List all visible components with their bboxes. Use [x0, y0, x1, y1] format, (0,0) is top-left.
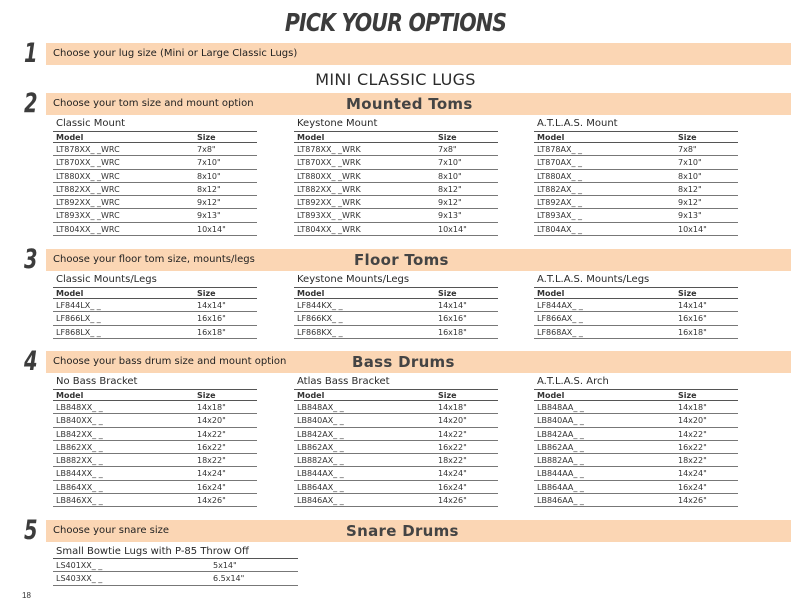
size-cell: 9x12"	[197, 198, 221, 208]
model-cell: LT870XX_ _WRK	[297, 158, 361, 168]
model-cell: LB844AA_ _	[537, 469, 584, 479]
model-cell: LT804XX_ _WRC	[56, 224, 120, 234]
model-cell: LT882XX_ _WRC	[56, 184, 120, 194]
step-instruction-4: Choose your bass drum size and mount option	[53, 356, 287, 367]
size-cell: 16x22"	[197, 442, 226, 452]
size-cell: 16x16"	[678, 314, 707, 324]
model-cell: LS401XX_ _	[56, 561, 103, 570]
table-row	[53, 414, 257, 427]
model-cell: LT892XX_ _WRK	[297, 198, 361, 208]
model-cell: LF868AX_ _	[537, 327, 583, 337]
size-cell: 16x18"	[678, 327, 707, 337]
column-header-size: Size	[197, 289, 216, 298]
size-cell: 8x10"	[197, 171, 221, 181]
table-row	[294, 467, 498, 480]
model-cell: LB846XX_ _	[56, 496, 103, 506]
table-row	[534, 326, 738, 339]
table-title: Keystone Mount	[297, 118, 378, 129]
table-title: Small Bowtie Lugs with P-85 Throw Off	[53, 545, 298, 559]
column-header-model: Model	[537, 391, 565, 400]
model-cell: LT878XX_ _WRC	[56, 145, 120, 154]
model-cell: LT892AX_ _	[537, 198, 583, 208]
size-cell: 7x10"	[438, 158, 462, 168]
size-cell: 14x14"	[438, 301, 467, 310]
model-cell: LT878XX_ _WRK	[297, 145, 361, 154]
model-cell: LT870XX_ _WRC	[56, 158, 120, 168]
size-cell: 14x24"	[197, 469, 226, 479]
model-cell: LB840AA_ _	[537, 416, 584, 426]
size-cell: 9x13"	[197, 211, 221, 221]
model-cell: LB862AX_ _	[297, 442, 344, 452]
size-cell: 10x14"	[197, 224, 226, 234]
step-band-4	[46, 351, 791, 373]
model-cell: LT880AX_ _	[537, 171, 583, 181]
model-cell: LB848XX_ _	[56, 403, 103, 412]
table-row	[534, 312, 738, 325]
model-cell: LB840AX_ _	[297, 416, 344, 426]
size-cell: 9x12"	[438, 198, 462, 208]
table-row	[294, 494, 498, 507]
step-number-2: 2	[24, 88, 38, 119]
model-cell: LB844AX_ _	[297, 469, 344, 479]
size-cell: 14x18"	[438, 403, 467, 412]
page-title: PICK YOUR OPTIONS	[284, 8, 507, 37]
step-instruction-1: Choose your lug size (Mini or Large Classic Lugs)	[53, 48, 298, 59]
size-cell: 7x8"	[197, 145, 216, 154]
section-title-mini-classic-lugs: MINI CLASSIC LUGS	[315, 70, 476, 89]
product-table	[534, 273, 738, 339]
column-header-model: Model	[537, 289, 565, 298]
table-row	[53, 559, 298, 572]
model-cell: LB864AA_ _	[537, 482, 584, 492]
column-header-size: Size	[197, 133, 216, 142]
table-header	[294, 389, 498, 401]
model-cell: LF866KX_ _	[297, 314, 343, 324]
model-cell: LB844XX_ _	[56, 469, 103, 479]
size-cell: 14x20"	[678, 416, 707, 426]
table-header	[53, 287, 257, 299]
column-header-model: Model	[537, 133, 565, 142]
model-cell: LB842AX_ _	[297, 429, 344, 439]
size-cell: 16x18"	[438, 327, 467, 337]
column-header-model: Model	[56, 133, 84, 142]
table-row	[53, 401, 257, 414]
heading-floor-toms: Floor Toms	[354, 251, 449, 269]
column-header-size: Size	[438, 391, 457, 400]
model-cell: LB862XX_ _	[56, 442, 103, 452]
product-table	[294, 273, 498, 339]
table-title: A.T.L.A.S. Mount	[537, 118, 618, 129]
model-cell: LB846AA_ _	[537, 496, 584, 506]
table-row	[294, 183, 498, 196]
size-cell: 14x18"	[197, 403, 226, 412]
model-cell: LF866LX_ _	[56, 314, 101, 324]
column-header-size: Size	[438, 133, 457, 142]
table-row	[294, 299, 498, 312]
column-header-size: Size	[197, 391, 216, 400]
size-cell: 14x18"	[678, 403, 707, 412]
size-cell: 14x22"	[678, 429, 707, 439]
model-cell: LB848AX_ _	[297, 403, 344, 412]
step-number-5: 5	[24, 515, 38, 546]
model-cell: LB864XX_ _	[56, 482, 103, 492]
size-cell: 8x10"	[678, 171, 702, 181]
size-cell: 8x12"	[438, 184, 462, 194]
table-title: A.T.L.A.S. Arch	[537, 376, 609, 387]
model-cell: LB840XX_ _	[56, 416, 103, 426]
table-row	[53, 572, 298, 585]
product-table	[53, 273, 257, 339]
model-cell: LT870AX_ _	[537, 158, 583, 168]
model-cell: LS403XX_ _	[56, 574, 103, 584]
size-cell: 8x12"	[678, 184, 702, 194]
column-header-model: Model	[56, 289, 84, 298]
size-cell: 16x24"	[438, 482, 467, 492]
table-row	[294, 441, 498, 454]
size-cell: 14x24"	[678, 469, 707, 479]
size-cell: 7x10"	[197, 158, 221, 168]
size-cell: 16x24"	[197, 482, 226, 492]
step-band-2	[46, 93, 791, 115]
size-cell: 16x16"	[438, 314, 467, 324]
size-cell: 18x22"	[678, 456, 707, 466]
size-cell: 14x20"	[197, 416, 226, 426]
table-row	[534, 454, 738, 467]
product-table	[534, 117, 738, 236]
size-cell: 14x26"	[197, 496, 226, 506]
table-row	[53, 326, 257, 339]
model-cell: LB846AX_ _	[297, 496, 344, 506]
table-row	[294, 223, 498, 236]
table-row	[534, 428, 738, 441]
table-row	[53, 494, 257, 507]
table-title: No Bass Bracket	[56, 376, 138, 387]
column-header-model: Model	[56, 391, 84, 400]
model-cell: LF844KX_ _	[297, 301, 343, 310]
size-cell: 5x14"	[213, 561, 237, 570]
page-number: 18	[22, 591, 31, 600]
table-header	[294, 287, 498, 299]
table-row	[53, 299, 257, 312]
size-cell: 16x18"	[197, 327, 226, 337]
table-row	[534, 209, 738, 222]
size-cell: 18x22"	[197, 456, 226, 466]
table-row	[294, 170, 498, 183]
size-cell: 16x16"	[197, 314, 226, 324]
size-cell: 10x14"	[438, 224, 467, 234]
size-cell: 14x26"	[438, 496, 467, 506]
table-row	[294, 401, 498, 414]
heading-mounted-toms: Mounted Toms	[346, 95, 473, 113]
size-cell: 8x10"	[438, 171, 462, 181]
table-row	[534, 299, 738, 312]
table-row	[534, 441, 738, 454]
table-title: Atlas Bass Bracket	[297, 376, 390, 387]
heading-bass-drums: Bass Drums	[352, 353, 455, 371]
size-cell: 9x13"	[438, 211, 462, 221]
step-instruction-5: Choose your snare size	[53, 525, 170, 536]
size-cell: 16x22"	[438, 442, 467, 452]
size-cell: 16x24"	[678, 482, 707, 492]
table-title: Classic Mounts/Legs	[56, 274, 157, 285]
table-title: A.T.L.A.S. Mounts/Legs	[537, 274, 650, 285]
table-row	[53, 481, 257, 494]
size-cell: 14x20"	[438, 416, 467, 426]
size-cell: 14x24"	[438, 469, 467, 479]
model-cell: LB848AA_ _	[537, 403, 584, 412]
size-cell: 9x13"	[678, 211, 702, 221]
table-row	[534, 183, 738, 196]
model-cell: LB882AA_ _	[537, 456, 584, 466]
column-header-model: Model	[297, 289, 325, 298]
table-row	[294, 414, 498, 427]
size-cell: 8x12"	[197, 184, 221, 194]
step-number-1: 1	[24, 38, 38, 69]
table-row	[53, 183, 257, 196]
heading-snare-drums: Snare Drums	[346, 522, 459, 540]
model-cell: LF868KX_ _	[297, 327, 343, 337]
column-header-size: Size	[678, 391, 697, 400]
table-row	[534, 494, 738, 507]
table-row	[53, 441, 257, 454]
size-cell: 7x8"	[678, 145, 697, 154]
column-header-size: Size	[438, 289, 457, 298]
table-row	[534, 223, 738, 236]
size-cell: 14x26"	[678, 496, 707, 506]
table-row	[53, 223, 257, 236]
size-cell: 6.5x14"	[213, 574, 245, 584]
step-band-3	[46, 249, 791, 271]
model-cell: LT804AX_ _	[537, 224, 583, 234]
product-table	[294, 375, 498, 507]
table-title: Keystone Mounts/Legs	[297, 274, 410, 285]
model-cell: LB864AX_ _	[297, 482, 344, 492]
model-cell: LT880XX_ _WRK	[297, 171, 361, 181]
model-cell: LT882AX_ _	[537, 184, 583, 194]
product-table	[53, 117, 257, 236]
step-instruction-2: Choose your tom size and mount option	[53, 98, 254, 109]
table-row	[294, 209, 498, 222]
size-cell: 10x14"	[678, 224, 707, 234]
model-cell: LB882XX_ _	[56, 456, 103, 466]
table-row	[53, 467, 257, 480]
table-row	[294, 156, 498, 169]
table-row	[294, 326, 498, 339]
model-cell: LF844AX_ _	[537, 301, 583, 310]
model-cell: LB882AX_ _	[297, 456, 344, 466]
model-cell: LF868LX_ _	[56, 327, 101, 337]
step-number-3: 3	[24, 244, 38, 275]
table-row	[53, 170, 257, 183]
table-row	[294, 428, 498, 441]
table-row	[534, 467, 738, 480]
size-cell: 14x22"	[197, 429, 226, 439]
model-cell: LT880XX_ _WRC	[56, 171, 120, 181]
table-row	[534, 170, 738, 183]
model-cell: LT878AX_ _	[537, 145, 583, 154]
size-cell: 18x22"	[438, 456, 467, 466]
model-cell: LB842XX_ _	[56, 429, 103, 439]
step-instruction-3: Choose your floor tom size, mounts/legs	[53, 254, 255, 265]
size-cell: 14x22"	[438, 429, 467, 439]
size-cell: 16x22"	[678, 442, 707, 452]
product-table	[294, 117, 498, 236]
table-header	[53, 131, 257, 143]
column-header-model: Model	[297, 133, 325, 142]
model-cell: LT893XX_ _WRK	[297, 211, 361, 221]
model-cell: LB862AA_ _	[537, 442, 584, 452]
table-row	[534, 196, 738, 209]
table-row	[294, 196, 498, 209]
table-title: Classic Mount	[56, 118, 126, 129]
step-band-5	[46, 520, 791, 542]
size-cell: 14x14"	[197, 301, 226, 310]
size-cell: 7x10"	[678, 158, 702, 168]
step-number-4: 4	[24, 346, 38, 377]
table-row	[53, 196, 257, 209]
model-cell: LB842AA_ _	[537, 429, 584, 439]
model-cell: LF844LX_ _	[56, 301, 101, 310]
model-cell: LT893XX_ _WRC	[56, 211, 120, 221]
table-header	[534, 287, 738, 299]
table-header	[534, 131, 738, 143]
table-row	[534, 481, 738, 494]
column-header-size: Size	[678, 289, 697, 298]
table-row	[53, 428, 257, 441]
model-cell: LF866AX_ _	[537, 314, 583, 324]
table-row	[53, 143, 257, 156]
table-row	[534, 156, 738, 169]
table-row	[53, 209, 257, 222]
table-header	[534, 389, 738, 401]
table-row	[53, 156, 257, 169]
model-cell: LT804XX_ _WRK	[297, 224, 361, 234]
table-row	[294, 481, 498, 494]
product-table	[534, 375, 738, 507]
table-row	[294, 454, 498, 467]
table-row	[534, 143, 738, 156]
model-cell: LT882XX_ _WRK	[297, 184, 361, 194]
column-header-size: Size	[678, 133, 697, 142]
size-cell: 9x12"	[678, 198, 702, 208]
step-band-1	[46, 43, 791, 65]
table-header	[294, 131, 498, 143]
product-table	[53, 375, 257, 507]
table-row	[294, 143, 498, 156]
table-header	[53, 389, 257, 401]
product-table	[53, 545, 298, 586]
table-row	[53, 312, 257, 325]
column-header-model: Model	[297, 391, 325, 400]
size-cell: 7x8"	[438, 145, 457, 154]
table-row	[294, 312, 498, 325]
model-cell: LT892XX_ _WRC	[56, 198, 120, 208]
table-row	[53, 454, 257, 467]
table-row	[534, 401, 738, 414]
size-cell: 14x14"	[678, 301, 707, 310]
table-row	[534, 414, 738, 427]
model-cell: LT893AX_ _	[537, 211, 583, 221]
